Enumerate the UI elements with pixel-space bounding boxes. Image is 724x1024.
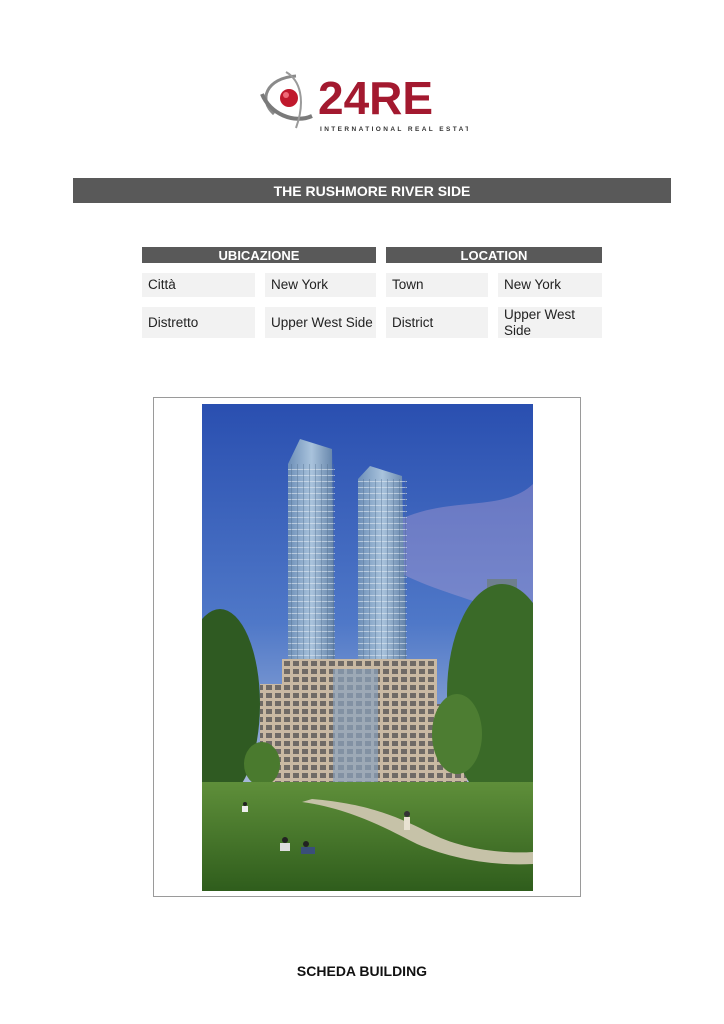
ubicazione-heading: UBICAZIONE: [142, 247, 376, 263]
logo-emblem-icon: [256, 70, 468, 136]
brand-logo: [256, 70, 468, 136]
town-value: New York: [498, 273, 602, 297]
brand-name: 24RE: [318, 72, 434, 124]
distretto-label: Distretto: [142, 307, 255, 338]
location-heading: LOCATION: [386, 247, 602, 263]
building-photo-frame: [153, 397, 581, 897]
distretto-value: Upper West Side: [265, 307, 376, 338]
footer-title: SCHEDA BUILDING: [296, 963, 428, 979]
town-label: Town: [386, 273, 488, 297]
district-value: Upper West Side: [498, 307, 602, 338]
page-title: THE RUSHMORE RIVER SIDE: [73, 178, 671, 203]
building-photo: [202, 404, 533, 891]
citta-label: Città: [142, 273, 255, 297]
district-label: District: [386, 307, 488, 338]
brand-tagline: INTERNATIONAL REAL ESTATE: [320, 126, 468, 133]
citta-value: New York: [265, 273, 376, 297]
